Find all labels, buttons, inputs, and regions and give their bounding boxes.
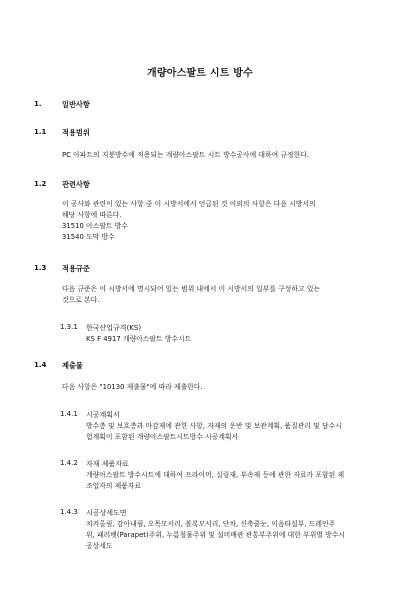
- subsection-number: 1.4.3: [60, 508, 78, 516]
- body-line: 공상세도: [86, 542, 113, 550]
- subsection-heading: 자재 제품자료: [86, 460, 129, 468]
- section-body: [62, 199, 372, 243]
- section-heading: 일반사항: [62, 100, 90, 109]
- body-line: 것으로 본다.: [62, 296, 100, 304]
- subsection-body: [86, 470, 370, 492]
- section-body: [62, 150, 372, 161]
- body-line: 치켜올림, 감아내림, 오목모서리, 볼록모서리, 단차, 신축줄눈, 이음타설부, 드레인주: [86, 520, 336, 528]
- subsection-number: 1.4.1: [60, 410, 78, 418]
- section-heading: 적용범위: [62, 128, 90, 137]
- section-number: 1.1: [34, 128, 47, 136]
- body-line: KS F 4917 개량아스팔트 방수시트: [86, 335, 192, 343]
- section-number: 1.3: [34, 264, 47, 272]
- subsection-heading: 한국산업규격(KS): [86, 324, 142, 332]
- body-line: 방수층 및 보호층과 마감재에 관한 사항, 자재의 운반 및 보관계획, 품질관리 및 담수시: [86, 422, 342, 430]
- page-title: 개량아스팔트 시트 방수: [147, 68, 253, 79]
- section-number: 1.: [34, 100, 42, 108]
- subsection-heading: 시공계획서: [86, 411, 120, 419]
- body-line: 다음 규준은 이 시방서에 명시되어 있는 범위 내에서 이 시방서의 일부를 구성하고 있는: [62, 285, 321, 293]
- subsection-body: [86, 334, 370, 345]
- body-line: 해당 사항에 따른다.: [62, 211, 122, 219]
- body-line: 조업자의 제품자료: [86, 482, 142, 490]
- section-heading: 적용규준: [62, 264, 90, 273]
- section-heading: 관련사항: [62, 180, 90, 189]
- subsection-body: [86, 421, 370, 443]
- subsection-heading: 시공상세도면: [86, 509, 127, 517]
- body-line: 다음 사항은 "10130 제출물"에 따라 제출한다.: [62, 383, 203, 391]
- section-body: [62, 284, 372, 306]
- body-line: 31540 도막 방수: [62, 233, 115, 241]
- section-number: 1.2: [34, 180, 47, 188]
- body-line: 위, 패러펫(Parapet)주위, 누름철물주위 및 설비배관 관통부주위에 대한 부위별 방수시: [86, 531, 346, 539]
- subsection-body: [86, 519, 370, 552]
- body-line: 개량아스팔트 방수시트에 대하여 프라이머, 실링재, 부속재 등에 관한 자료가 포함된 제: [86, 471, 345, 479]
- subsection-number: 1.3.1: [60, 323, 78, 331]
- section-heading: 제출물: [62, 361, 83, 370]
- subsection-number: 1.4.2: [60, 459, 78, 467]
- body-line: PC 아파트의 지붕방수에 적용되는 개량아스팔트 시트 방수공사에 대하여 규정한다.: [62, 151, 310, 159]
- body-line: 험계획이 포함된 개량아스팔트시트방수 시공계획서: [86, 433, 239, 441]
- section-body: [62, 382, 372, 393]
- body-line: 31510 아스팔트 방수: [62, 222, 128, 230]
- section-number: 1.4: [34, 361, 47, 369]
- body-line: 이 공사와 관련이 있는 사항 중 이 시방서에서 언급된 것 이외의 사항은 다음 시방서의: [62, 200, 316, 208]
